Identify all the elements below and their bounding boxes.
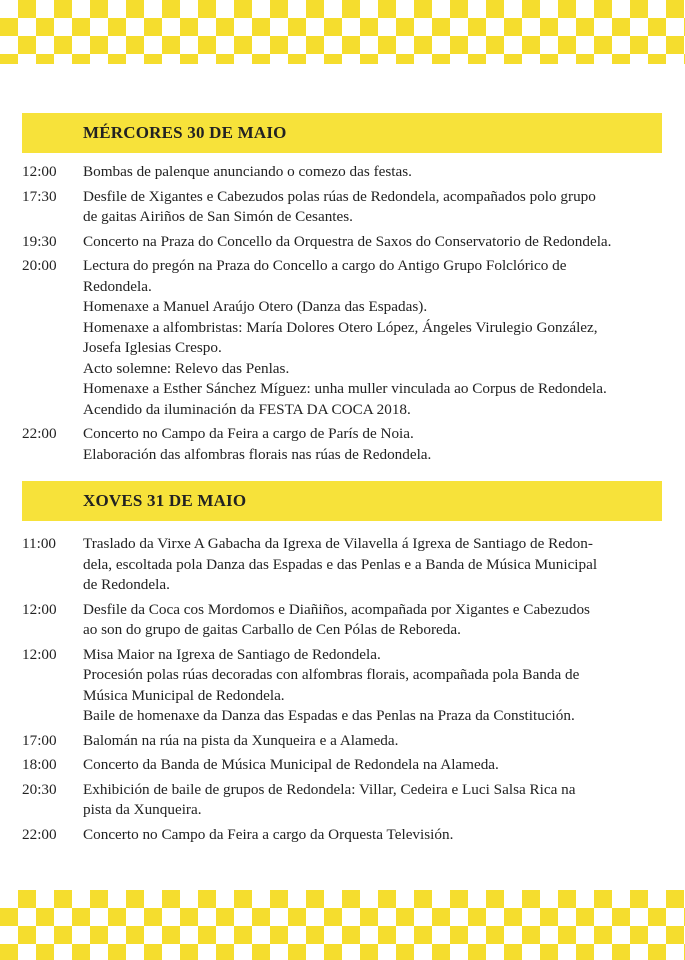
event-line: Concerto no Campo da Feira a cargo da Orquesta Televisión. (83, 825, 454, 843)
event-line: Desfile da Coca cos Mordomos e Diañiños, acompañada por Xigantes e Cabezudos (83, 600, 590, 618)
event-time: 12:00 (22, 600, 57, 618)
event-line: Bombas de palenque anunciando o comezo das festas. (83, 163, 412, 180)
event-line: Desfile de Xigantes e Cabezudos polas rúas de Redondela, acompañados polo grupo (83, 187, 596, 205)
event-line: Homenaxe a Manuel Araújo Otero (Danza das Espadas). (83, 298, 428, 315)
day-header-1 (22, 113, 662, 153)
event-description (83, 825, 667, 846)
event-line: Traslado da Virxe A Gabacha da Igrexa de Vilavella á Igrexa de Santiago de Redon- (83, 535, 593, 552)
event-description (83, 755, 667, 776)
event-time: 22:00 (22, 825, 57, 843)
event-line: pista da Xunqueira. (83, 801, 202, 818)
event-description (83, 187, 667, 228)
day-title: MÉRCORES 30 DE MAIO (83, 123, 287, 142)
event-row (22, 534, 667, 596)
event-line: Balomán na rúa na pista da Xunqueira e a Alameda. (83, 731, 399, 749)
event-time: 20:00 (22, 257, 57, 274)
event-time: 18:00 (22, 756, 57, 773)
event-row (22, 780, 667, 821)
event-line: Procesión polas rúas decoradas con alfombras florais, acompañada pola Banda de (83, 666, 580, 683)
event-description (83, 534, 667, 596)
event-row (22, 755, 667, 776)
event-description (83, 424, 667, 465)
event-row (22, 645, 667, 727)
event-row (22, 256, 667, 420)
event-line: ao son do grupo de gaitas Carballo de Cen Pólas de Reboreda. (83, 621, 461, 638)
event-line: Acendido da iluminación da FESTA DA COCA 2018. (83, 400, 411, 418)
event-row (22, 232, 667, 253)
event-time: 17:00 (22, 731, 57, 749)
event-time: 17:30 (22, 187, 57, 205)
event-time: 22:00 (22, 425, 57, 442)
event-line: Concerto na Praza do Concello da Orquestra de Saxos do Conservatorio de Redondela. (83, 232, 612, 250)
event-time: 19:30 (22, 232, 57, 250)
decorative-diamond-pattern-top (0, 0, 685, 64)
event-row (22, 825, 667, 846)
event-row (22, 424, 667, 465)
event-line: Misa Maior na Igrexa de Santiago de Redondela. (83, 645, 381, 663)
event-time: 12:00 (22, 163, 57, 180)
event-line: Lectura do pregón na Praza do Concello a cargo do Antigo Grupo Folclórico de (83, 257, 567, 274)
event-row (22, 187, 667, 228)
event-line: Concerto no Campo da Feira a cargo de París de Noia. (83, 425, 414, 442)
day-header-2 (22, 481, 662, 521)
event-time: 20:30 (22, 780, 57, 798)
decorative-diamond-pattern-bottom (0, 890, 685, 960)
event-line: de gaitas Airiños de San Simón de Cesantes. (83, 208, 353, 225)
event-description (83, 731, 667, 752)
day-title: XOVES 31 DE MAIO (83, 491, 247, 510)
event-line: Elaboración das alfombras florais nas rúas de Redondela. (83, 445, 432, 463)
event-description (83, 600, 667, 641)
event-line: Redondela. (83, 277, 152, 295)
event-line: Baile de homenaxe da Danza das Espadas e das Penlas na Praza da Constitución. (83, 707, 575, 724)
event-description (83, 232, 667, 253)
event-line: Exhibición de baile de grupos de Redondela: Villar, Cedeira e Luci Salsa Rica na (83, 780, 576, 798)
event-time: 12:00 (22, 645, 57, 663)
event-line: dela, escoltada pola Danza das Espadas e das Penlas e a Banda de Música Municipal (83, 555, 598, 573)
event-row (22, 600, 667, 641)
event-description (83, 780, 667, 821)
event-description (83, 162, 667, 183)
event-line: Homenaxe a alfombristas: María Dolores Otero López, Ángeles Virulegio González, (83, 318, 598, 336)
event-line: Josefa Iglesias Crespo. (83, 339, 222, 356)
event-line: de Redondela. (83, 576, 170, 593)
event-line: Concerto da Banda de Música Municipal de Redondela na Alameda. (83, 756, 499, 773)
event-line: Música Municipal de Redondela. (83, 686, 285, 704)
event-list-day-1 (22, 162, 667, 469)
event-row (22, 731, 667, 752)
event-line: Homenaxe a Esther Sánchez Míguez: unha muller vinculada ao Corpus de Redondela. (83, 380, 607, 397)
event-description (83, 645, 667, 727)
event-row (22, 162, 667, 183)
event-time: 11:00 (22, 535, 57, 552)
event-line: Acto solemne: Relevo das Penlas. (83, 359, 290, 377)
event-description (83, 256, 667, 420)
event-list-day-2 (22, 534, 667, 849)
